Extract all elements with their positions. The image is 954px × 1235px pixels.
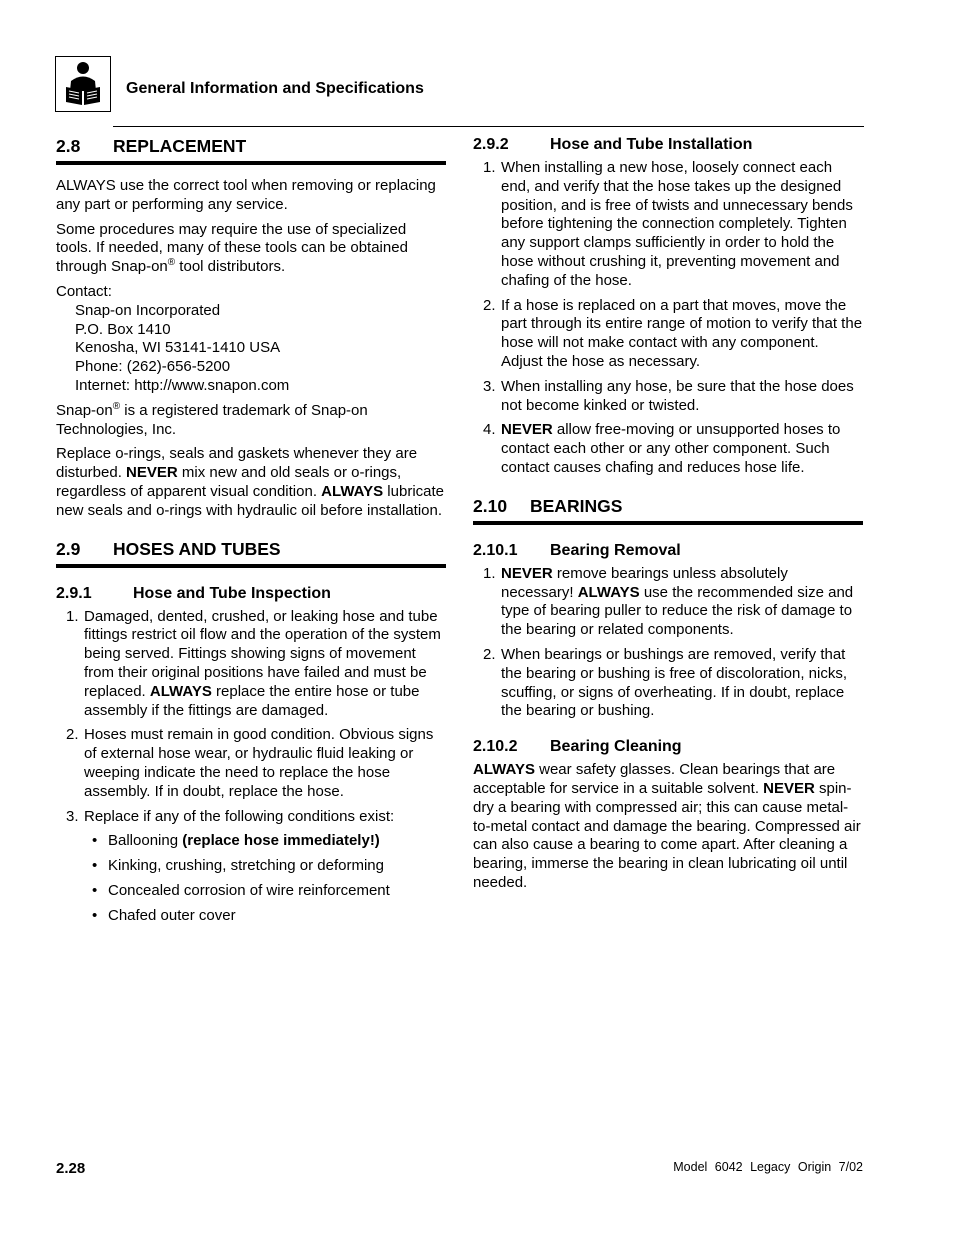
subsection-number: 2.10.2	[473, 738, 518, 756]
bullet-item: • Chafed outer cover	[92, 906, 236, 924]
contact-label: Contact:	[56, 282, 112, 300]
section-heading-2-9	[56, 538, 446, 568]
section-title: REPLACEMENT	[113, 136, 247, 156]
section-number: 2.9	[56, 538, 81, 559]
list-item: 1. Damaged, dented, crushed, or leaking hose and tube fittings restrict oil flow and the operation of the system being served. Fittings showing signs of movement from their original positions have failed and must be replaced. ALWAYS replace the entire hose or tube assembly if the fittings are damaged.	[66, 607, 441, 719]
section-heading-2-8	[56, 135, 446, 165]
list-item: 1. When installing a new hose, loosely connect each end, and verify that the hose takes up the designed position, and is free of twists and unnecessary bends before tightening the connection completely. Tighten any support clamps sufficiently in order to hold the hose without crushing it, preventing movement and chafing of the hose.	[483, 159, 853, 289]
contact-line: Snap-on Incorporated	[75, 301, 221, 319]
paragraph: Some procedures may require the use of specialized tools. If needed, many of these tools can be obtained through Snap-on® tool distributors.	[56, 220, 408, 276]
bullet-item: • Kinking, crushing, stretching or deforming	[92, 857, 384, 875]
section-number: 2.8	[56, 136, 81, 156]
section-title: BEARINGS	[530, 495, 623, 516]
trademark-note: Snap-on® is a registered trademark of Snap-on Technologies, Inc.	[56, 400, 368, 438]
list-item: 3. When installing any hose, be sure that the hose does not become kinked or twisted.	[483, 377, 854, 414]
list-item: 2. Hoses must remain in good condition. Obvious signs of external hose wear, or hydraulic fluid leaking or weeping indicate the need to replace the hose assembly. If in doubt, replace the hose.	[66, 726, 434, 800]
paragraph: ALWAYS wear safety glasses. Clean bearings that are acceptable for service in a suitable solvent. NEVER spin-dry a bearing with compressed air; this can cause metal-to-metal contact and damage the bearing. Compressed air can also cause a bearing to come apart. After cleaning a bearing, immerse the bearing in clean lubricating oil until needed.	[473, 761, 861, 891]
section-heading-2-10	[473, 495, 863, 525]
subsection-heading-2-9-2	[473, 135, 863, 155]
model-origin-label: Model 6042 Legacy Origin 7/02	[673, 1160, 863, 1174]
contact-line: Phone: (262)-656-5200	[75, 358, 231, 376]
subsection-title: Hose and Tube Inspection	[133, 584, 331, 602]
left-column	[56, 135, 446, 926]
paragraph: Replace o-rings, seals and gaskets whenever they are disturbed. NEVER mix new and old seals or o-rings, regardless of apparent visual condition. ALWAYS lubricate new seals and o-rings with hydraulic oil before installation.	[56, 445, 445, 519]
bullet-item: • Concealed corrosion of wire reinforcement	[92, 881, 390, 899]
subsection-heading-2-10-1	[473, 541, 863, 561]
subsection-heading-2-9-1	[56, 584, 446, 604]
page-number: 2.28	[56, 1160, 86, 1177]
subsection-title: Bearing Removal	[550, 541, 681, 559]
subsection-number: 2.9.1	[56, 584, 92, 602]
reader-manual-icon	[55, 56, 111, 112]
contact-line: Kenosha, WI 53141-1410 USA	[75, 339, 281, 357]
list-item: 2. If a hose is replaced on a part that moves, move the part through its entire range of motion to verify that the hose will not make contact with any component. Adjust the hose as necessary.	[483, 296, 863, 370]
bullet-item: • Ballooning (replace hose immediately!)	[92, 832, 380, 850]
list-item: 1. NEVER remove bearings unless absolutely necessary! ALWAYS use the recommended size and type of bearing puller to reduce the risk of damage to the bearing or related components.	[483, 564, 854, 639]
page-header-title: General Information and Specifications	[126, 80, 424, 97]
list-item: 3. Replace if any of the following conditions exist:	[66, 807, 395, 825]
subsection-title: Hose and Tube Installation	[550, 136, 753, 153]
subsection-title: Bearing Cleaning	[550, 738, 682, 756]
header-divider	[113, 126, 864, 127]
paragraph: ALWAYS use the correct tool when removing or replacing any part or performing any service.	[56, 177, 436, 213]
section-title: HOSES AND TUBES	[113, 538, 281, 559]
list-item: 2. When bearings or bushings are removed, verify that the bearing or bushing is free of discoloration, nicks, scuffing, or signs of overheating. If in doubt, replace the bearing or bushing.	[483, 645, 848, 720]
subsection-number: 2.9.2	[473, 136, 509, 153]
subsection-heading-2-10-2	[473, 737, 863, 757]
subsection-number: 2.10.1	[473, 541, 518, 559]
contact-line: Internet: http://www.snapon.com	[75, 376, 290, 394]
contact-line: P.O. Box 1410	[75, 320, 171, 338]
right-column	[473, 135, 863, 893]
list-item: 4. NEVER allow free-moving or unsupported hoses to contact each other or any other component. Such contact causes chafing and reduces hose life.	[483, 421, 841, 476]
section-number: 2.10	[473, 495, 508, 516]
